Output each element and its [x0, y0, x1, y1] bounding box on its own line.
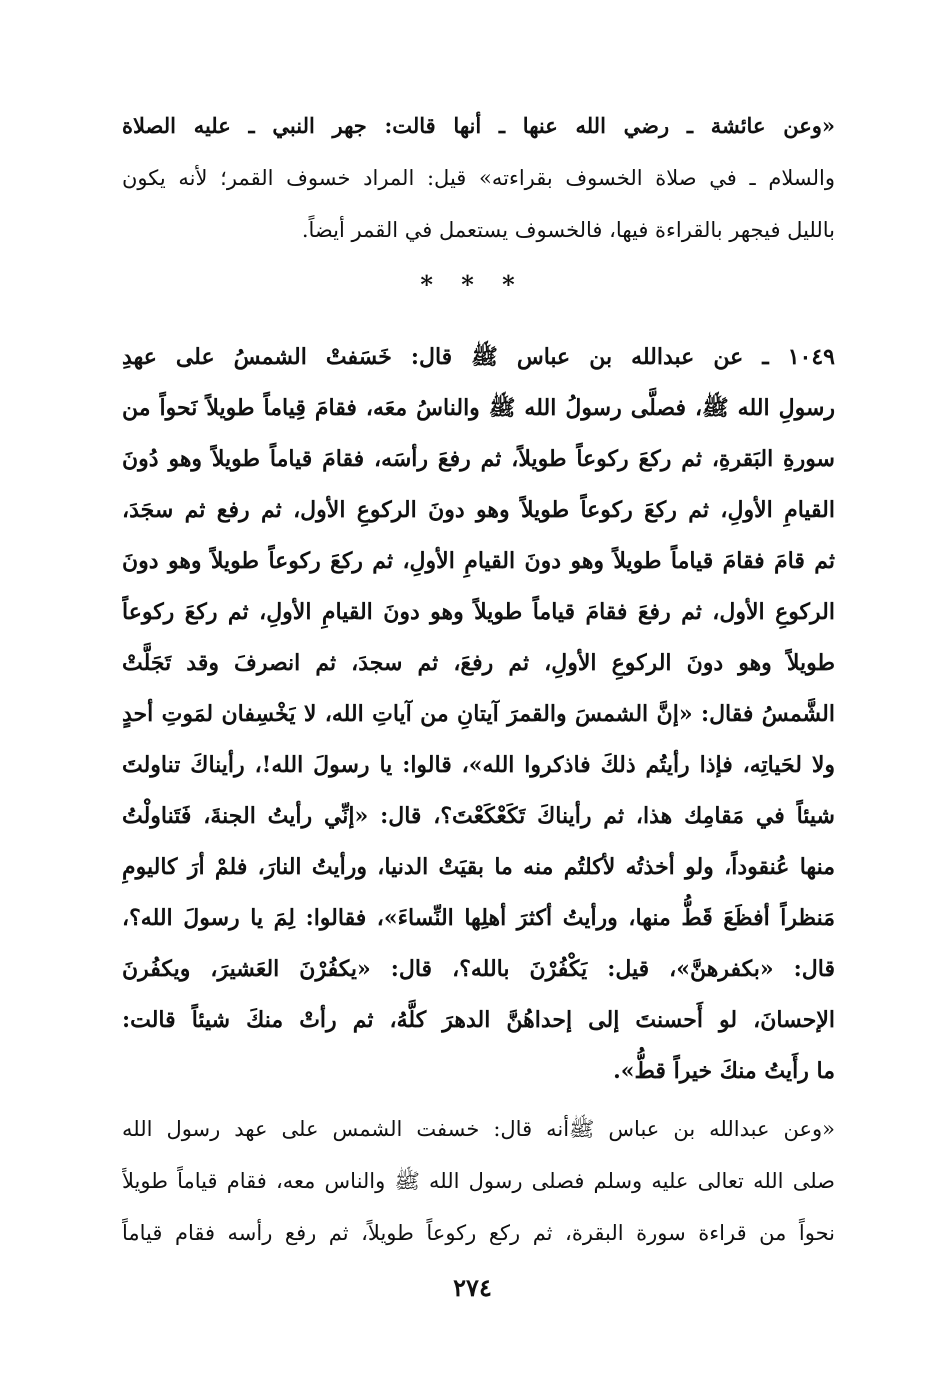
page-number: ٢٧٤ — [453, 1273, 492, 1302]
commentary-1-line: «وعن عائشة ـ رضي الله عنها ـ أنها قالت: جهر النبي ـ عليه الصلاة — [122, 113, 835, 138]
hadith-line: الركوعِ الأول، ثم رفعَ فقامَ قياماً طويلاً وهو دونَ القيامِ الأولِ، ثم ركعَ ركوعاً — [122, 599, 835, 625]
hadith-line: رسولِ الله ﷺ، فصلَّى رسولُ الله ﷺ والناسُ معَه، فقامَ قِياماً طويلاً نَحواً من — [122, 395, 835, 421]
commentary-2-line: نحواً من قراءة سورة البقرة، ثم ركع ركوعاً طويلاً، ثم رفع رأسه فقام قياماً — [122, 1221, 835, 1245]
hadith-line: مَنظراً أفظَعَ قَطُّ منها، ورأيتُ أكثرَ أهلِها النِّساءَ»، فقالوا: لِمَ يا رسولَ الله؟، — [122, 905, 835, 931]
commentary-paragraph-2 — [122, 1103, 835, 1259]
hadith-line: منها عُنقوداً، ولو أخذتُه لأكلتُم منه ما بقيَتْ الدنيا، ورأيتُ النارَ، فلمْ أرَ كاليومِ — [122, 854, 835, 880]
hadith-line: الشَّمسُ فقال: «إنَّ الشمسَ والقمرَ آيتانِ من آياتِ الله، لا يَخْسِفان لمَوتِ أحدٍ — [122, 701, 835, 727]
hadith-line: سورةِ البَقرةِ، ثم ركعَ ركوعاً طويلاً، ثم رفعَ رأسَه، فقامَ قياماً طويلاً وهو دُونَ — [122, 446, 835, 472]
section-separator: * * * — [420, 270, 525, 299]
commentary-paragraph-1 — [122, 100, 835, 256]
hadith-line: ما رأَيتُ منكَ خيراً قطُّ». — [613, 1058, 835, 1084]
hadith-line: القيامِ الأولِ، ثم ركعَ ركوعاً طويلاً وهو دونَ الركوعِ الأول، ثم رفع ثم سجَدَ، — [122, 497, 835, 523]
commentary-1-line: بالليل فيجهر بالقراءة فيها، فالخسوف يستعمل في القمر أيضاً. — [301, 218, 835, 242]
hadith-paragraph-1049 — [122, 332, 835, 1097]
hadith-line: ١٠٤٩ ـ عن عبدالله بن عباس ﷺ قال: خَسَفتْ الشمسُ على عهدِ — [122, 344, 835, 370]
hadith-line: قال: «بكفرهنَّ»، قيل: يَكْفُرْنَ بالله؟، قال: «يكفُرْنَ العَشيرَ، ويكفُرنَ — [122, 956, 835, 982]
commentary-1-line: والسلام ـ في صلاة الخسوف بقراءته» قيل: المراد خسوف القمر؛ لأنه يكون — [122, 166, 835, 190]
commentary-2-line: صلى الله تعالى عليه وسلم فصلى رسول الله ﷺ والناس معه، فقام قياماً طويلاً — [122, 1169, 835, 1193]
hadith-line: الإحسانَ، لو أَحسنتَ إلى إحداهُنَّ الدهرَ كلَّهُ، ثم رأتْ منكَ شيئاً قالت: — [122, 1007, 835, 1033]
commentary-2-line: «وعن عبدالله بن عباس ﷺأنه قال: خسفت الشمس على عهد رسول الله — [122, 1117, 835, 1141]
hadith-line: ولا لحَياتِه، فإذا رأيتُم ذلكَ فاذكروا الله»، قالوا: يا رسولَ الله!، رأيناكَ تناولتَ — [122, 752, 835, 778]
hadith-line: ثم قامَ فقامَ قياماً طويلاً وهو دونَ القيامِ الأولِ، ثم ركعَ ركوعاً طويلاً وهو دونَ — [122, 548, 835, 574]
hadith-line: طويلاً وهو دونَ الركوعِ الأولِ، ثم رفعَ، ثم سجدَ، ثم انصرفَ وقد تَجَلَّتْ — [122, 650, 835, 676]
hadith-line: شيئاً في مَقامِك هذا، ثم رأيناكَ تَكَعْكَعْتَ؟، قال: «إنِّي رأيتُ الجنةَ، فَتَناولْتُ — [122, 803, 835, 829]
